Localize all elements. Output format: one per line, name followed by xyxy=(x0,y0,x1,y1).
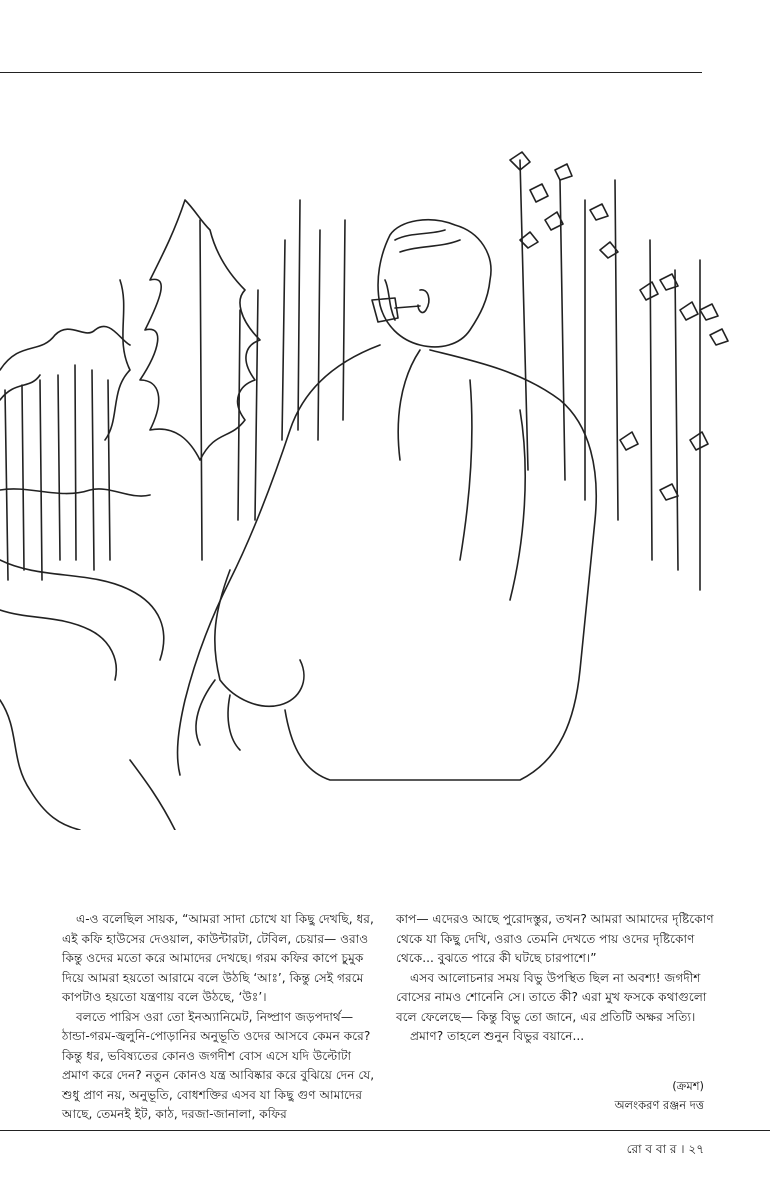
illustration-credit: অলংকরণ রঞ্জন দত্ত xyxy=(614,1098,704,1112)
paragraph: বলতে পারিস ওরা তো ইনঅ্যানিমেট, নিষ্প্রাণ জড়পদার্থ— ঠান্ডা-গরম-জ্বলুনি-পোড়ানির অনুভূতি ওদের আসবে কেমন করে? কিন্তু ধর, ভবিষ্যতের কোনও জগদীশ বোস এসে যদি উল্টোটা প্রমাণ করে দেন? নতুন কোনও যন্ত্র আবিষ্কার করে বুঝিয়ে দেন যে, শুধু প্রাণ নয়, অনুভূতি, বোধশক্তির এসব যা কিছু গুণ আমাদের আছে, তেমনই ইট, কাঠ, দরজা-জানালা, কফির xyxy=(62,1009,375,1121)
man-in-forest-icon xyxy=(0,140,770,830)
pen-ink-illustration xyxy=(0,140,770,830)
article-column-right xyxy=(396,910,714,1047)
paragraph: কাপ— এদেরও আছে পুরোদস্তুর, তখন? আমরা আমাদের দৃষ্টিকোণ থেকে যা কিছু দেখি, ওরাও তেমনি দেখতে পায় ওদের দৃষ্টিকোণ থেকে... বুঝতে পারে কী ঘটছে চারপাশে।” xyxy=(396,912,714,965)
article-column-left xyxy=(62,910,380,1125)
footer-rule xyxy=(0,1130,770,1131)
paragraph: এসব আলোচনার সময় বিভু উপস্থিত ছিল না অবশ্য! জগদীশ বোসের নামও শোনেনি সে। তাতে কী? এরা মুখ ফসকে কথাগুলো বলে ফেলেছে— কিন্তু বিভু তো জানে, এর প্রতিটি অক্ষর সত্যি। xyxy=(396,970,707,1024)
paragraph: প্রমাণ? তাহলে শুনুন বিভুর বয়ানে... xyxy=(410,1029,585,1043)
paragraph: এ-ও বলেছিল সায়ক, “আমরা সাদা চোখে যা কিছু দেখছি, ধর, এই কফি হাউসের দেওয়াল, কাউন্টারটা, টেবিল, চেয়ার— ওরাও কিন্তু ওদের মতো করে আমাদের দেখছে। গরম কফির কাপে চুমুক দিয়ে আমরা হয়তো আরামে বলে উঠছি ‘আঃ’, কিন্তু সেই গরমে কাপটাও হয়তো যন্ত্রণায় বলে উঠছে, ‘উঃ’। xyxy=(62,912,374,1004)
top-rule xyxy=(0,72,702,73)
article-end-meta xyxy=(615,1077,704,1115)
to-be-continued-label: (ক্রমশ) xyxy=(672,1079,704,1093)
page-folio: রো ব বা র । ২৭ xyxy=(626,1142,704,1156)
